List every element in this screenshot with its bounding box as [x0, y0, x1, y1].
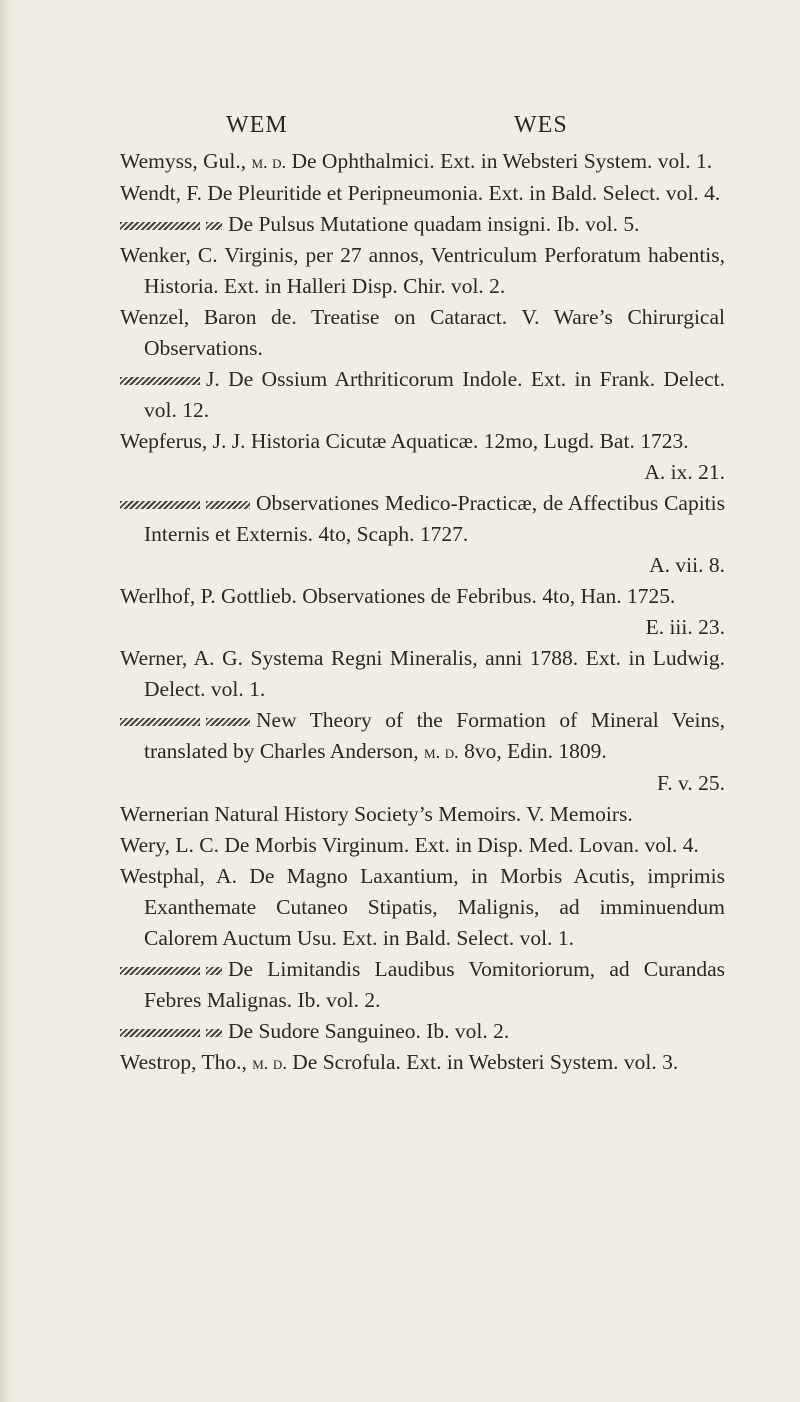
entry-author: Werner, A. G.: [120, 646, 243, 670]
entry-degree: m. d.: [424, 742, 459, 762]
entry-author: Wendt, F.: [120, 181, 202, 205]
bibliography-entry: [120, 581, 725, 643]
entry-author: Wenzel, Baron de.: [120, 305, 297, 329]
entry-text: De Limitandis Laudibus Vomitoriorum, ad Curandas Febres Malignas. Ib. vol. 2.: [144, 957, 725, 1012]
entry-shelf-reference: E. iii. 23.: [645, 615, 725, 639]
ditto-mark: [206, 222, 222, 230]
entry-text: De Scrofula. Ext. in Websteri System. vol. 3.: [292, 1050, 679, 1074]
entry-text: Wernerian Natural History Society’s Memoirs. V. Memoirs.: [120, 802, 633, 826]
ditto-mark: [206, 1029, 222, 1037]
entry-shelf-reference: A. vii. 8.: [649, 553, 725, 577]
entry-text: Systema Regni Mineralis, anni 1788. Ext. in Ludwig. Delect. vol. 1.: [144, 646, 726, 701]
ditto-mark: [120, 967, 200, 975]
bibliography-entry: [120, 1047, 725, 1079]
entry-text: J. De Ossium Arthriticorum Indole. Ext. in Frank. Delect. vol. 12.: [144, 367, 725, 422]
entry-author: Wenker, C.: [120, 243, 218, 267]
ditto-mark: [120, 1029, 200, 1037]
entry-shelf-reference: F. v. 25.: [657, 771, 725, 795]
ditto-mark: [120, 501, 200, 509]
entry-shelf-reference: A. ix. 21.: [644, 460, 725, 484]
entry-text: De Ophthalmici. Ext. in Websteri System. vol. 1.: [291, 149, 713, 173]
entry-text: New Theory of the Formation of Mineral Veins, translated by Charles Anderson,: [144, 708, 725, 763]
ditto-mark: [120, 377, 200, 385]
bibliography-entry: [120, 209, 725, 240]
bibliography-entry: [120, 426, 725, 488]
running-head-right: WES: [514, 112, 568, 138]
bibliography-entry: [120, 643, 725, 705]
entry-degree: m. d.: [252, 1053, 287, 1073]
entry-text: De Pleuritide et Peripneumonia. Ext. in Bald. Select. vol. 4.: [207, 181, 721, 205]
entry-text: Observationes de Febribus. 4to, Han. 1725.: [302, 584, 676, 608]
entry-text: De Sudore Sanguineo. Ib. vol. 2.: [228, 1019, 510, 1043]
bibliography-entry: [120, 705, 725, 799]
entry-author: Wemyss, Gul.,: [120, 149, 247, 173]
bibliography-entry: [120, 302, 725, 364]
entry-text: Virginis, per 27 annos, Ventriculum Perforatum habentis, Historia. Ext. in Halleri Disp. Chir. vol. 2.: [144, 243, 726, 298]
entry-text: De Morbis Virginum. Ext. in Disp. Med. Lovan. vol. 4.: [224, 833, 699, 857]
entry-author: Wepferus, J. J.: [120, 429, 246, 453]
bibliography-entry: [120, 1016, 725, 1047]
entry-text: Observationes Medico-Practicæ, de Affectibus Capitis Internis et Externis. 4to, Scaph. 1727.: [144, 491, 725, 546]
bibliography-entry: [120, 830, 725, 861]
bibliography-entry: [120, 954, 725, 1016]
bibliography-entry: [120, 146, 725, 178]
entry-author: Wery, L. C.: [120, 833, 219, 857]
ditto-mark: [206, 967, 222, 975]
entry-author: Westrop, Tho.,: [120, 1050, 247, 1074]
entry-text: 8vo, Edin. 1809.: [464, 739, 607, 763]
bibliography-entry: [120, 240, 725, 302]
bibliography-entry: [120, 488, 725, 581]
entry-text: Treatise on Cataract. V. Ware’s Chirurgical Observations.: [144, 305, 725, 360]
bibliography-entry: [120, 799, 725, 830]
entry-text: Historia Cicutæ Aquaticæ. 12mo, Lugd. Bat. 1723.: [250, 429, 689, 453]
ditto-mark: [120, 718, 200, 726]
bibliography-entry: [120, 178, 725, 209]
bibliography-entry: [120, 364, 725, 426]
entry-text: De Magno Laxantium, in Morbis Acutis, imprimis Exanthemate Cutaneo Stipatis, Malignis, ad imminuendum Calorem Auctum Usu. Ext. in Bald. Select. vol. 1.: [144, 864, 725, 950]
ditto-mark: [206, 501, 250, 509]
ditto-mark: [120, 222, 200, 230]
bibliography-list: [120, 146, 725, 1079]
entry-author: Westphal, A.: [120, 864, 237, 888]
running-head-left: WEM: [226, 112, 288, 138]
running-head: [0, 104, 800, 140]
bibliography-entry: [120, 861, 725, 954]
entry-text: De Pulsus Mutatione quadam insigni. Ib. vol. 5.: [228, 212, 640, 236]
ditto-mark: [206, 718, 250, 726]
entry-author: Werlhof, P. Gottlieb.: [120, 584, 297, 608]
entry-degree: m. d.: [251, 152, 287, 172]
